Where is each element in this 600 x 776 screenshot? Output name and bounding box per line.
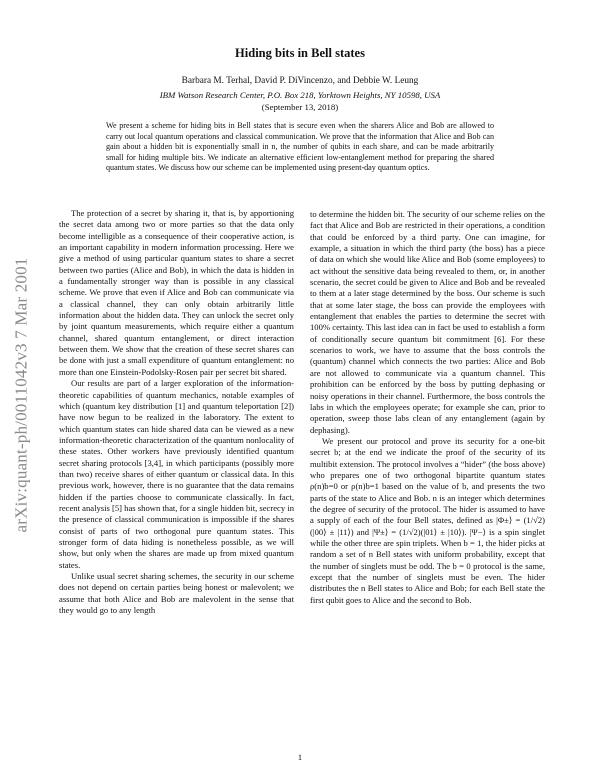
date-line: (September 13, 2018) <box>261 102 339 112</box>
paragraph: Our results are part of a larger exploration of the information-theoretic capabilities of quantum mechanics, notable examples of which (quantum key distribution [1] and quantum teleportation [2]) have now begun to be realized in the laboratory. The extent to which quantum states can hide shared data can be viewed as a new information-theoretic characterization of the quantum nonlocality of these states. Other workers have previously identified quantum secret sharing protocols [3,4], in which participants (possibly more than two) receive shares of either quantum or classical data. In this previous work, however, there is no guarantee that the data remains hidden if the parties choose to communicate classically. In fact, recent analysis [5] has shown that, for a single hidden bit, secrecy in the presence of classical communication is impossible if the shares consist of parts of two orthogonal pure quantum states. This stronger form of data hiding is nonetheless possible, as we will show, but only when the shares are made up from mixed quantum states. <box>59 378 294 570</box>
paragraph: Unlike usual secret sharing schemes, the security in our scheme does not depend on certain parties being honest or malevolent; we assume that both Alice and Bob are malevolent in the sense that they would go to any length <box>59 571 294 616</box>
paragraph: The protection of a secret by sharing it, that is, by apportioning the secret data among two or more parties so that the data only become intelligible as a consequence of their cooperative action, is an important capability in modern information processing. Here we give a method of using particular quantum states to share a secret between two parties (Alice and Bob), in which the data is hidden in a fundamentally stronger way than is possible in any classical scheme. We prove that even if Alice and Bob can communicate via a classical channel, they can only obtain arbitrarily little information about the hidden data. They can unlock the secret only by joint quantum measurements, which require either a quantum channel, shared quantum entanglement, or direct interaction between them. We show that the creation of these secret shares can be done with just a small expenditure of quantum entanglement: no more than one Einstein-Podolsky-Rosen pair per secret bit shared. <box>59 208 294 377</box>
paragraph: to determine the hidden bit. The security of our scheme relies on the fact that Alice and Bob are restricted in their operations, a condition that could be enforced by a third party. One can imagine, for example, a situation in which the third party (the boss) has a piece of data on which she would like Alice and Bob (some employees) to act without the sensitive data being revealed to them, or, in another scenario, the secret could be given to Alice and Bob and be revealed to them at a later stage determined by the boss. Our scheme is such that at some later stage, the boss can provide the employees with entanglement that enables the parties to determine the secret with 100% certainty. This last idea can in fact be used to establish a form of conditionally secure quantum bit commitment [6]. For these scenarios to work, we have to assume that the boss controls the (quantum) channel which connects the two parties: Alice and Bob are not allowed to communicate via a quantum channel. This prohibition can be enforced by the boss by putting dephasing or noisy operations in their channel. Furthermore, the boss controls the labs in which the employees operate; for example she can, prior to operation, sweep those labs clean of any entanglement (again by dephasing). <box>310 209 545 435</box>
author-list: Barbara M. Terhal, David P. DiVincenzo, and Debbie W. Leung <box>181 76 419 86</box>
right-column <box>310 209 545 606</box>
paper-title: Hiding bits in Bell states <box>235 46 365 60</box>
arxiv-side-label: arXiv:quant-ph/0011042v3 7 Mar 2001 <box>12 257 31 533</box>
affiliation: IBM Watson Research Center, P.O. Box 218, Yorktown Heights, NY 10598, USA <box>159 90 441 100</box>
page-number: 1 <box>297 752 303 762</box>
abstract: We present a scheme for hiding bits in Bell states that is secure even when the sharers Alice and Bob are allowed to carry out local quantum operations and classical communication. We prove that the information that Alice and Bob can gain about a hidden bit is exponentially small in n, the number of qubits in each share, and can be made arbitrarily small for hiding multiple bits. We indicate an alternative efficient low-entanglement method for preparing the shared quantum states. We discuss how our scheme can be implemented using present-day quantum optics. <box>106 121 494 172</box>
paragraph: We present our protocol and prove its security for a one-bit secret b; at the end we indicate the proof of the security of its multibit extension. The protocol involves a “hider” (the boss above) who prepares one of two orthogonal bipartite quantum states ρ(n)b=0 or ρ(n)b=1 based on the value of b, and presents the two parts of the state to Alice and Bob. n is an integer which determines the degree of security of the protocol. The hider is assumed to have a supply of each of the four Bell states, defined as |Φ±⟩ = (1/√2)(|00⟩ ± |11⟩) and |Ψ±⟩ = (1/√2)(|01⟩ ± |10⟩). |Ψ−⟩ is a spin singlet while the other three are spin triplets. When b = 1, the hider picks at random a set of n Bell states with uniform probability, except that the number of singlets must be odd. The b = 0 protocol is the same, except that the number of singlets must be even. The hider distributes the n Bell states to Alice and Bob; for each Bell state the first qubit goes to Alice and the second to Bob. <box>310 435 545 605</box>
left-column <box>59 208 294 616</box>
